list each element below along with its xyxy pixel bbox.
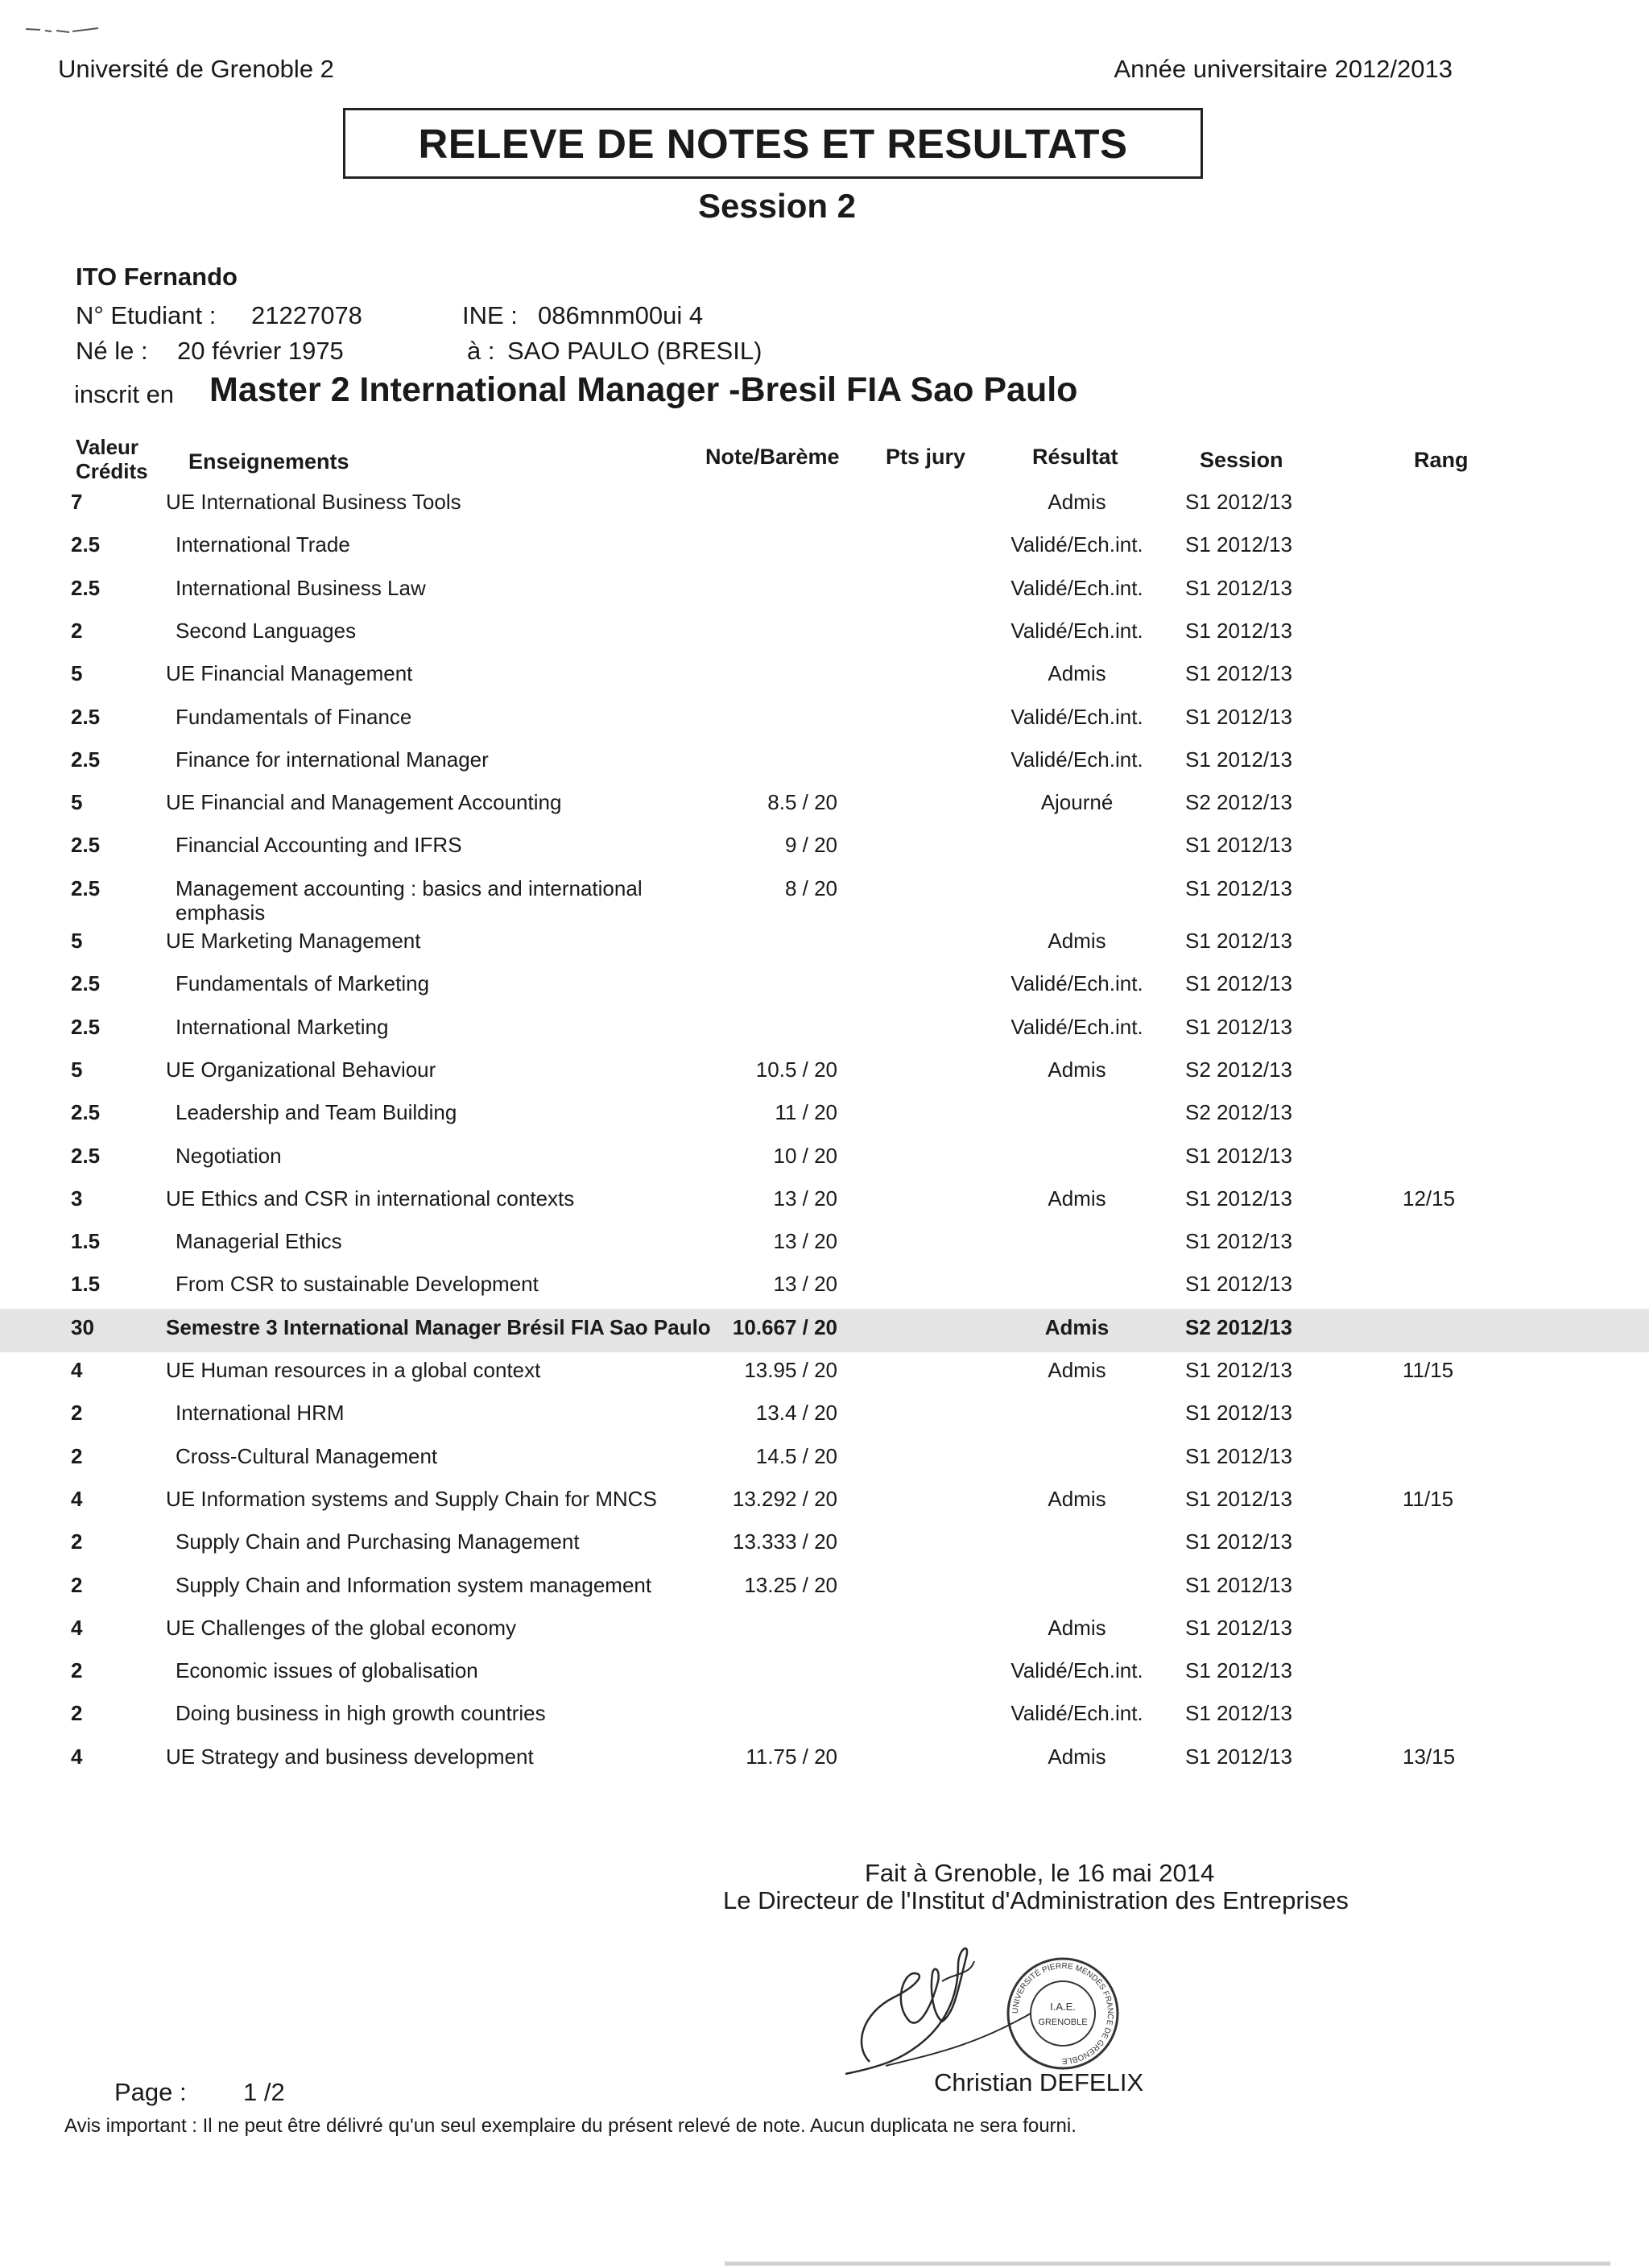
credits-cell: 2.5	[71, 1014, 101, 1039]
signature-and-stamp	[837, 1925, 1143, 2086]
table-row	[0, 1573, 1649, 1615]
header-credits: Valeur Crédits	[76, 435, 148, 483]
grade-cell: 10.5 / 20	[755, 1057, 837, 1082]
table-row	[0, 1144, 1649, 1186]
born-value: 20 février 1975	[177, 337, 344, 365]
course-cell: UE Information systems and Supply Chain for MNCS	[166, 1486, 657, 1511]
table-row	[0, 1100, 1649, 1142]
result-cell: Admis	[1048, 1358, 1106, 1382]
important-notice: Avis important : Il ne peut être délivré qu'un seul exemplaire du présent relevé de note. Aucun duplicata ne sera fourni.	[64, 2115, 1077, 2137]
credits-cell: 3	[71, 1186, 83, 1211]
course-cell: UE Challenges of the global economy	[166, 1615, 517, 1640]
table-row	[0, 661, 1649, 703]
credits-cell: 5	[71, 790, 83, 815]
grade-cell: 10 / 20	[773, 1143, 837, 1168]
course-cell: Supply Chain and Information system management	[176, 1572, 652, 1597]
table-row	[0, 929, 1649, 971]
header-grade: Note/Barème	[705, 445, 840, 469]
result-cell: Admis	[1048, 1486, 1106, 1511]
session-cell: S1 2012/13	[1185, 1443, 1293, 1468]
signer-name: Christian DEFELIX	[934, 2068, 1144, 2096]
result-cell: Validé/Ech.int.	[1010, 971, 1143, 996]
table-row	[0, 1186, 1649, 1228]
table-row	[0, 705, 1649, 747]
credits-cell: 2.5	[71, 971, 101, 996]
session-cell: S1 2012/13	[1185, 1186, 1293, 1211]
course-cell: Fundamentals of Marketing	[176, 971, 430, 996]
course-cell: UE Ethics and CSR in international contexts	[166, 1186, 575, 1211]
university-name: Université de Grenoble 2	[58, 55, 334, 83]
session-cell: S1 2012/13	[1185, 532, 1293, 557]
header-course: Enseignements	[188, 449, 349, 474]
credits-cell: 2	[71, 1529, 83, 1554]
result-cell: Admis	[1048, 661, 1106, 686]
credits-cell: 2.5	[71, 1100, 101, 1125]
course-cell: UE Financial Management	[166, 661, 413, 686]
session-cell: S1 2012/13	[1185, 1486, 1293, 1511]
session-cell: S1 2012/13	[1185, 1529, 1293, 1554]
credits-cell: 2	[71, 1401, 83, 1426]
rank-cell: 11/15	[1403, 1358, 1454, 1382]
student-name: ITO Fernando	[76, 263, 238, 291]
credits-cell: 2	[71, 618, 83, 643]
session-cell: S1 2012/13	[1185, 833, 1293, 858]
course-cell: Negotiation	[176, 1143, 282, 1168]
table-row	[0, 1744, 1649, 1786]
course-cell: UE Financial and Management Accounting	[166, 790, 562, 815]
session-cell: S2 2012/13	[1185, 790, 1293, 815]
course-cell: Finance for international Manager	[176, 747, 489, 772]
credits-cell: 2.5	[71, 532, 101, 557]
result-cell: Admis	[1048, 1186, 1106, 1211]
course-cell: From CSR to sustainable Development	[176, 1272, 539, 1297]
table-row	[0, 1658, 1649, 1700]
course-cell: Managerial Ethics	[176, 1229, 342, 1254]
result-cell: Validé/Ech.int.	[1010, 1701, 1143, 1726]
session-cell: S2 2012/13	[1185, 1100, 1293, 1125]
session-cell: S1 2012/13	[1185, 1143, 1293, 1168]
course-cell: Cross-Cultural Management	[176, 1443, 438, 1468]
course-cell: Semestre 3 International Manager Brésil FIA Sao Paulo	[166, 1314, 711, 1339]
director-title: Le Directeur de l'Institut d'Administration des Entreprises	[723, 1886, 1349, 1914]
course-cell: Leadership and Team Building	[176, 1100, 457, 1125]
result-cell: Validé/Ech.int.	[1010, 747, 1143, 772]
result-cell: Validé/Ech.int.	[1010, 532, 1143, 557]
credits-cell: 30	[71, 1314, 94, 1339]
course-cell: UE Strategy and business development	[166, 1744, 534, 1769]
result-cell: Validé/Ech.int.	[1010, 618, 1143, 643]
course-cell: Financial Accounting and IFRS	[176, 833, 462, 858]
table-row	[0, 833, 1649, 875]
table-row	[0, 1358, 1649, 1400]
table-row	[0, 1272, 1649, 1314]
session-cell: S1 2012/13	[1185, 1744, 1293, 1769]
session-cell: S1 2012/13	[1185, 575, 1293, 600]
table-row	[0, 619, 1649, 660]
scan-mark	[24, 23, 113, 39]
grade-cell: 11.75 / 20	[746, 1744, 837, 1769]
grade-cell: 14.5 / 20	[755, 1443, 837, 1468]
credits-cell: 2.5	[71, 833, 101, 858]
enrolled-label: inscrit en	[74, 380, 175, 408]
program-name: Master 2 International Manager -Bresil FIA Sao Paulo	[209, 370, 1078, 409]
born-label: Né le :	[76, 337, 148, 365]
session-cell: S1 2012/13	[1185, 971, 1293, 996]
course-cell: International Trade	[176, 532, 350, 557]
result-cell: Admis	[1048, 1057, 1106, 1082]
grade-cell: 13.333 / 20	[732, 1529, 837, 1554]
grade-cell: 8.5 / 20	[767, 790, 837, 815]
svg-text:UNIVERSITÉ PIERRE MENDÈS FRANC: UNIVERSITÉ PIERRE MENDÈS FRANCE DE GRENOBLE	[1010, 1961, 1115, 2066]
course-cell: UE Organizational Behaviour	[166, 1057, 436, 1082]
credits-cell: 2.5	[71, 747, 101, 772]
credits-cell: 2.5	[71, 704, 101, 729]
credits-cell: 4	[71, 1615, 83, 1640]
session-cell: S1 2012/13	[1185, 1229, 1293, 1254]
credits-cell: 2	[71, 1658, 83, 1683]
table-row	[0, 875, 1649, 925]
result-cell: Validé/Ech.int.	[1010, 704, 1143, 729]
result-cell: Admis	[1048, 929, 1106, 953]
academic-year: Année universitaire 2012/2013	[1114, 55, 1453, 83]
svg-text:I.A.E.: I.A.E.	[1050, 2001, 1076, 2013]
grade-cell: 13.25 / 20	[744, 1572, 837, 1597]
rank-cell: 13/15	[1403, 1744, 1456, 1769]
course-cell: UE Marketing Management	[166, 929, 421, 953]
student-no-label: N° Etudiant :	[76, 301, 217, 329]
result-cell: Validé/Ech.int.	[1010, 1014, 1143, 1039]
birthplace-value: SAO PAULO (BRESIL)	[507, 337, 763, 365]
place-date: Fait à Grenoble, le 16 mai 2014	[865, 1859, 1215, 1887]
credits-cell: 5	[71, 661, 83, 686]
header-rank: Rang	[1414, 448, 1469, 472]
course-cell: International Marketing	[176, 1014, 389, 1039]
table-row	[0, 1701, 1649, 1743]
session-cell: S1 2012/13	[1185, 1401, 1293, 1426]
page-label: Page :	[114, 2078, 187, 2106]
course-cell: Second Languages	[176, 618, 357, 643]
session-cell: S1 2012/13	[1185, 747, 1293, 772]
session-cell: S1 2012/13	[1185, 1572, 1293, 1597]
table-row	[0, 576, 1649, 618]
grade-cell: 13 / 20	[773, 1272, 837, 1297]
credits-cell: 2.5	[71, 875, 101, 900]
table-row	[0, 1444, 1649, 1486]
table-row	[0, 1616, 1649, 1658]
rank-cell: 12/15	[1403, 1186, 1456, 1211]
grade-cell: 8 / 20	[784, 875, 837, 900]
credits-cell: 1.5	[71, 1272, 101, 1297]
result-cell: Validé/Ech.int.	[1010, 575, 1143, 600]
university-seal-stamp	[998, 1949, 1127, 2078]
session-cell: S1 2012/13	[1185, 618, 1293, 643]
session-cell: S2 2012/13	[1185, 1057, 1293, 1082]
grade-cell: 11 / 20	[775, 1100, 837, 1125]
session-cell: S1 2012/13	[1185, 875, 1293, 900]
header-jury: Pts jury	[886, 445, 966, 469]
grade-cell: 13 / 20	[773, 1229, 837, 1254]
course-cell: International HRM	[176, 1401, 345, 1426]
ine-label: INE :	[462, 301, 518, 329]
course-cell: UE International Business Tools	[166, 490, 461, 514]
session-cell: S1 2012/13	[1185, 661, 1293, 686]
page-number: 1 /2	[243, 2078, 285, 2106]
course-cell: International Business Law	[176, 575, 426, 600]
table-row	[0, 532, 1649, 574]
course-cell: Management accounting : basics and international emphasis	[176, 875, 643, 925]
result-cell: Admis	[1044, 1314, 1110, 1339]
header-session: Session	[1200, 448, 1283, 472]
credits-cell: 5	[71, 929, 83, 953]
table-row	[0, 1015, 1649, 1057]
grade-cell: 10.667 / 20	[732, 1314, 837, 1339]
credits-cell: 4	[71, 1486, 83, 1511]
svg-text:GRENOBLE: GRENOBLE	[1038, 2018, 1088, 2027]
course-cell: Economic issues of globalisation	[176, 1658, 478, 1683]
student-no-value: 21227078	[251, 301, 362, 329]
session-cell: S1 2012/13	[1185, 1272, 1293, 1297]
credits-cell: 2	[71, 1701, 83, 1726]
grade-cell: 13 / 20	[773, 1186, 837, 1211]
result-cell: Admis	[1048, 1615, 1106, 1640]
table-row	[0, 1529, 1649, 1571]
table-row	[0, 1401, 1649, 1442]
header-result: Résultat	[1032, 445, 1118, 469]
ine-value: 086mnm00ui 4	[538, 301, 704, 329]
session-cell: S1 2012/13	[1185, 1014, 1293, 1039]
credits-cell: 1.5	[71, 1229, 101, 1254]
table-row	[0, 490, 1649, 532]
credits-cell: 7	[71, 490, 83, 514]
session-cell: S2 2012/13	[1185, 1314, 1293, 1339]
birthplace-label: à :	[467, 337, 495, 365]
result-cell: Ajourné	[1040, 790, 1114, 815]
session-cell: S1 2012/13	[1185, 490, 1293, 514]
session-cell: S1 2012/13	[1185, 1358, 1293, 1382]
document-title: RELEVE DE NOTES ET RESULTATS	[343, 108, 1203, 179]
table-row	[0, 790, 1649, 832]
result-cell: Admis	[1048, 1744, 1106, 1769]
session-cell: S1 2012/13	[1185, 1701, 1293, 1726]
credits-cell: 2.5	[71, 575, 101, 600]
grade-cell: 9 / 20	[784, 833, 837, 858]
session-cell: S1 2012/13	[1185, 704, 1293, 729]
table-row	[0, 747, 1649, 789]
grade-cell: 13.292 / 20	[732, 1486, 837, 1511]
course-cell: Supply Chain and Purchasing Management	[176, 1529, 580, 1554]
course-cell: Fundamentals of Finance	[176, 704, 412, 729]
result-cell: Validé/Ech.int.	[1010, 1658, 1143, 1683]
session-title: Session 2	[697, 187, 857, 225]
session-cell: S1 2012/13	[1185, 929, 1293, 953]
session-cell: S1 2012/13	[1185, 1615, 1293, 1640]
credits-cell: 4	[71, 1358, 83, 1382]
credits-cell: 2	[71, 1572, 83, 1597]
course-cell: Doing business in high growth countries	[176, 1701, 546, 1726]
rank-cell: 11/15	[1403, 1486, 1454, 1511]
grade-cell: 13.4 / 20	[755, 1401, 837, 1426]
session-cell: S1 2012/13	[1185, 1658, 1293, 1683]
table-row	[0, 971, 1649, 1013]
grade-cell: 13.95 / 20	[744, 1358, 837, 1382]
table-row	[0, 1229, 1649, 1271]
table-row	[0, 1309, 1649, 1352]
result-cell: Admis	[1048, 490, 1106, 514]
credits-cell: 2.5	[71, 1143, 101, 1168]
credits-cell: 2	[71, 1443, 83, 1468]
course-cell: UE Human resources in a global context	[166, 1358, 541, 1382]
scan-edge	[725, 2262, 1610, 2266]
credits-cell: 5	[71, 1057, 83, 1082]
credits-cell: 4	[71, 1744, 83, 1769]
table-row	[0, 1057, 1649, 1099]
table-row	[0, 1487, 1649, 1529]
